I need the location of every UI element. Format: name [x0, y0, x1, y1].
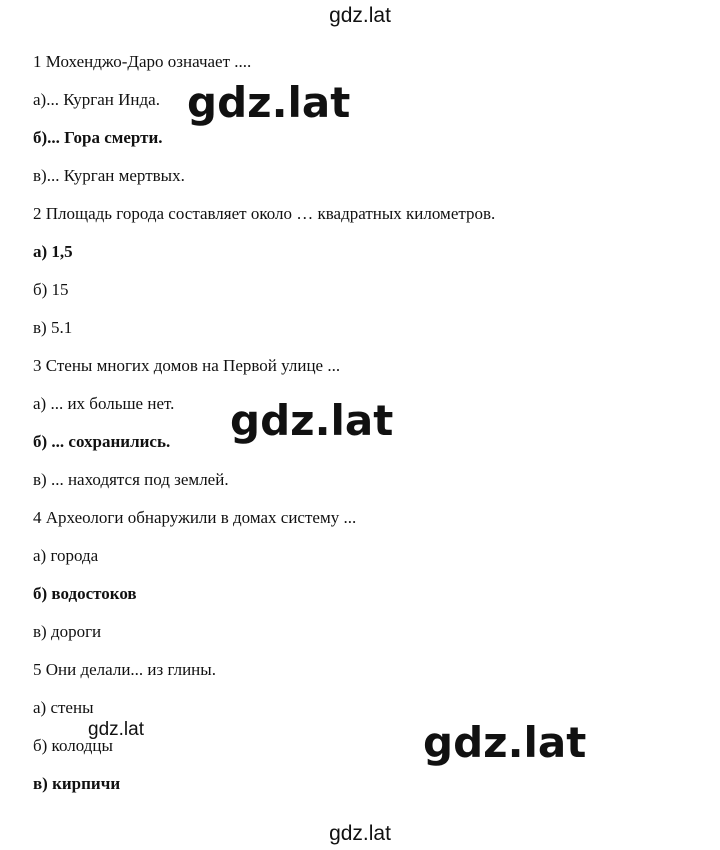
- question-4-option-b-correct: б) водостоков: [33, 584, 137, 603]
- question-5-option-c-correct: в) кирпичи: [33, 774, 121, 793]
- question-2-text: 2 Площадь города составляет около … квадратных километров.: [33, 204, 496, 223]
- question-1-option-c: в)... Курган мертвых.: [33, 166, 185, 185]
- question-2-option-c: в) 5.1: [33, 318, 73, 337]
- question-4-option-a: а) города: [33, 546, 99, 565]
- question-3-option-b-correct: б) ... сохранились.: [33, 432, 171, 451]
- question-3-option-c: в) ... находятся под землей.: [33, 470, 229, 489]
- question-5-text: 5 Они делали... из глины.: [33, 660, 216, 679]
- question-1-text: 1 Мохенджо-Даро означает ....: [33, 52, 252, 71]
- watermark-large-3: gdz.lat: [423, 718, 587, 767]
- question-1-option-a: а)... Курган Инда.: [33, 90, 160, 109]
- question-5-option-a: а) стены: [33, 698, 94, 717]
- question-4-text: 4 Археологи обнаружили в домах систему ...: [33, 508, 357, 527]
- question-2-option-b: б) 15: [33, 280, 69, 299]
- watermark-small: gdz.lat: [88, 719, 144, 740]
- question-5-option-b: б) колодцы: [33, 736, 113, 755]
- question-2-option-a-correct: а) 1,5: [33, 242, 73, 261]
- question-1-option-b-correct: б)... Гора смерти.: [33, 128, 163, 147]
- question-4-option-c: в) дороги: [33, 622, 102, 641]
- question-3-option-a: а) ... их больше нет.: [33, 394, 175, 413]
- watermark-large-2: gdz.lat: [230, 396, 394, 445]
- watermark-bottom: gdz.lat: [329, 822, 391, 845]
- watermark-large-1: gdz.lat: [187, 78, 351, 127]
- watermark-top: gdz.lat: [329, 4, 391, 27]
- question-3-text: 3 Стены многих домов на Первой улице ...: [33, 356, 341, 375]
